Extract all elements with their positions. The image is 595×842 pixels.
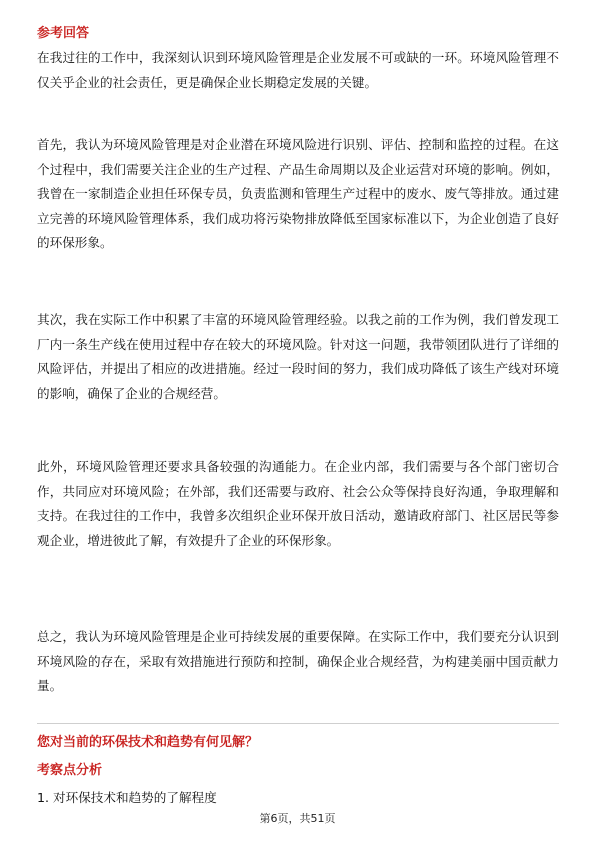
answer-paragraph-5: 总之，我认为环境风险管理是企业可持续发展的重要保障。在实际工作中，我们要充分认识到环境风险的存在，采取有效措施进行预防和控制，确保企业合规经营，为构建美丽中国贡献力量。 (37, 629, 559, 694)
analysis-item-1: 1. 对环保技术和趋势的了解程度 (37, 790, 217, 805)
next-question: 您对当前的环保技术和趋势有何见解？ (37, 735, 259, 750)
answer-heading: 参考回答 (37, 26, 90, 41)
answer-paragraph-4: 此外，环境风险管理还要求具备较强的沟通能力。在企业内部，我们需要与各个部门密切合作，共同应对环境风险；在外部，我们还需要与政府、社会公众等保持良好沟通，争取理解和支持。在我过往的工作中，我曾多次组织企业环保开放日活动，邀请政府部门、社区居民等参观企业，增进彼此了解，有效提升了企业的环保形象。 (37, 459, 559, 548)
page-number: 第6页，共51页 (259, 812, 336, 825)
answer-paragraph-2: 首先，我认为环境风险管理是对企业潜在环境风险进行识别、评估、控制和监控的过程。在这个过程中，我们需要关注企业的生产过程、产品生命周期以及企业运营对环境的影响。例如，我曾在一家制造企业担任环保专员，负责监测和管理生产过程中的废水、废气等排放。通过建立完善的环境风险管理体系，我们成功将污染物排放降低至国家标准以下，为企业创造了良好的环保形象。 (37, 137, 559, 251)
answer-paragraph-1: 在我过往的工作中，我深刻认识到环境风险管理是企业发展不可或缺的一环。环境风险管理不仅关乎企业的社会责任，更是确保企业长期稳定发展的关键。 (37, 50, 559, 90)
answer-paragraph-3: 其次，我在实际工作中积累了丰富的环境风险管理经验。以我之前的工作为例，我们曾发现工厂内一条生产线在使用过程中存在较大的环境风险。针对这一问题，我带领团队进行了详细的风险评估，并提出了相应的改进措施。经过一段时间的努力，我们成功降低了该生产线对环境的影响，确保了企业的合规经营。 (37, 312, 559, 401)
analysis-heading: 考察点分析 (37, 763, 103, 778)
section-divider (37, 723, 559, 724)
